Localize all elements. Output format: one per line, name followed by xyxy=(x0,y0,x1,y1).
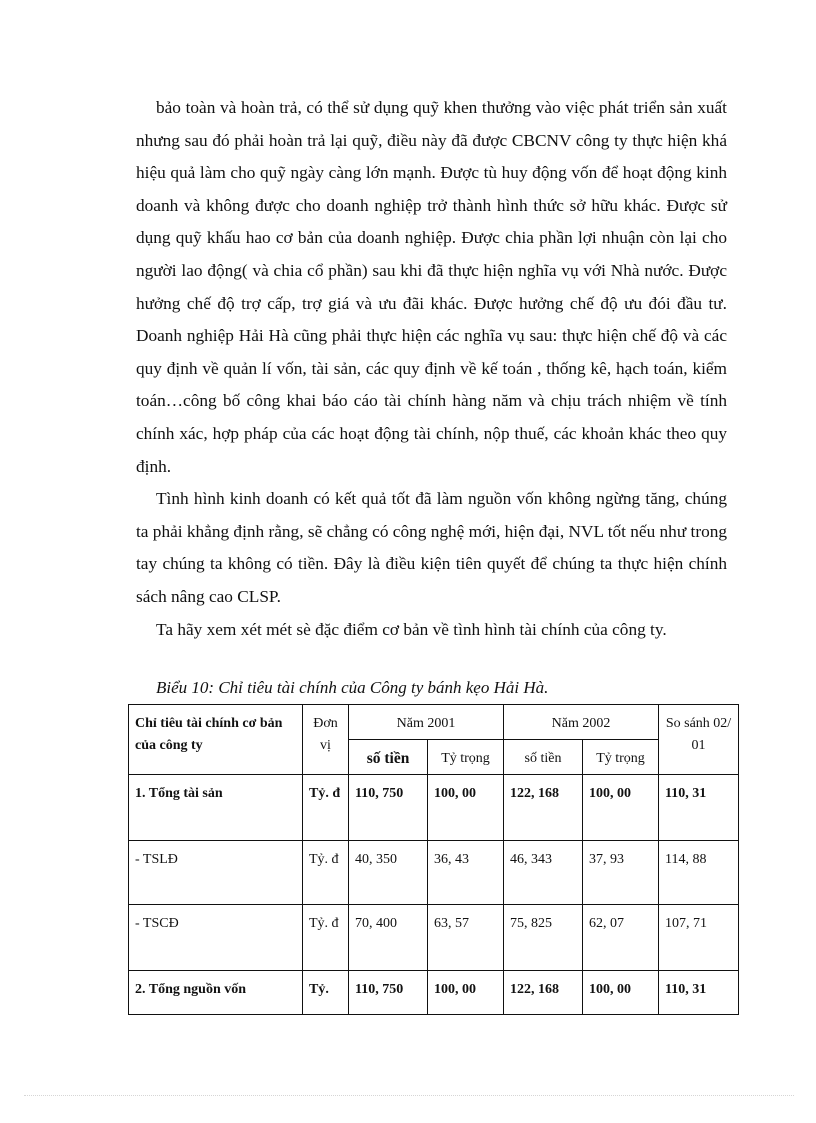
row-indicator: 1. Tổng tài sản xyxy=(129,775,303,841)
header-amount-2002: số tiền xyxy=(504,740,583,775)
table-row xyxy=(129,905,739,971)
body-text xyxy=(136,92,727,646)
page-bottom-divider xyxy=(24,1095,794,1096)
row-indicator: - TSLĐ xyxy=(129,841,303,905)
row-amount-2002: 122, 168 xyxy=(504,775,583,841)
paragraph-obligations: bảo toàn và hoàn trả, có thể sử dụng quỹ khen thưởng vào việc phát triển sản xuất nhưng sau đó phải hoàn trả lại quỹ, điều này đã được CBCNV công ty thực hiện khá hiệu quả làm cho quỹ ngày càng lớn mạnh. Được tù huy động vốn để hoạt động kinh doanh và không được cho doanh nghiệp trở thành hình thức sở hữu khác. Được sử dụng quỹ khấu hao cơ bản của doanh nghiệp. Được chia phần lợi nhuận còn lại cho người lao động( và chia cổ phần) sau khi đã thực hiện nghĩa vụ với Nhà nước. Được hưởng chế độ trợ cấp, trợ giá và ưu đãi khác. Được hưởng chế độ ưu đói đầu tư. Doanh nghiệp Hải Hà cũng phải thực hiện các nghĩa vụ sau: thực hiện chế độ và các quy định về quản lí vốn, tài sản, các quy định về kế toán , thống kê, hạch toán, kiểm toán…công bố công khai báo cáo tài chính hàng năm và chịu trách nhiệm về tính chính xác, hợp pháp của các hoạt động tài chính, nộp thuế, các khoản khác theo quy định. xyxy=(136,98,727,476)
row-unit: Tỷ. đ xyxy=(303,905,349,971)
row-compare: 107, 71 xyxy=(659,905,739,971)
row-unit: Tỷ. đ xyxy=(303,841,349,905)
row-share-2002: 100, 00 xyxy=(583,775,659,841)
row-share-2001: 36, 43 xyxy=(428,841,504,905)
table-row xyxy=(129,775,739,841)
row-amount-2001: 40, 350 xyxy=(349,841,428,905)
row-share-2001: 100, 00 xyxy=(428,775,504,841)
row-indicator: 2. Tổng nguồn vốn xyxy=(129,971,303,1015)
row-amount-2001: 110, 750 xyxy=(349,971,428,1015)
row-unit: Tỷ. đ xyxy=(303,775,349,841)
row-share-2002: 37, 93 xyxy=(583,841,659,905)
table-row xyxy=(129,971,739,1015)
row-indicator: - TSCĐ xyxy=(129,905,303,971)
row-amount-2002: 122, 168 xyxy=(504,971,583,1015)
paragraph-business-situation: Tình hình kinh doanh có kết quả tốt đã làm nguồn vốn không ngừng tăng, chúng ta phải khẳng định rằng, sẽ chẳng có công nghệ mới, hiện đại, NVL tốt nếu như trong tay chúng ta không có tiền. Đây là điều kiện tiên quyết để chúng ta thực hiện chính sách nâng cao CLSP. xyxy=(136,489,727,606)
table-caption: Biểu 10: Chỉ tiêu tài chính của Công ty bánh kẹo Hải Hà. xyxy=(156,678,549,697)
header-compare: So sánh 02/ 01 xyxy=(659,705,739,775)
table-row xyxy=(129,841,739,905)
paragraph-intro-table: Ta hãy xem xét mét sè đặc điểm cơ bản về tình hình tài chính của công ty. xyxy=(156,619,667,639)
row-amount-2002: 46, 343 xyxy=(504,841,583,905)
header-share-2002: Tỷ trọng xyxy=(583,740,659,775)
header-amount-2001: số tiền xyxy=(349,740,428,775)
row-compare: 110, 31 xyxy=(659,775,739,841)
table-header-row xyxy=(129,705,739,740)
row-share-2001: 100, 00 xyxy=(428,971,504,1015)
row-unit: Tỷ. xyxy=(303,971,349,1015)
row-amount-2001: 70, 400 xyxy=(349,905,428,971)
header-year-2002: Năm 2002 xyxy=(504,705,659,740)
row-share-2002: 62, 07 xyxy=(583,905,659,971)
header-unit: Đơn vị xyxy=(303,705,349,775)
row-share-2002: 100, 00 xyxy=(583,971,659,1015)
header-share-2001: Tỷ trọng xyxy=(428,740,504,775)
row-compare: 110, 31 xyxy=(659,971,739,1015)
row-compare: 114, 88 xyxy=(659,841,739,905)
header-year-2001: Năm 2001 xyxy=(349,705,504,740)
row-share-2001: 63, 57 xyxy=(428,905,504,971)
header-indicator: Chỉ tiêu tài chính cơ bản của công ty xyxy=(129,705,303,775)
financial-indicators-table xyxy=(128,704,739,1015)
row-amount-2002: 75, 825 xyxy=(504,905,583,971)
row-amount-2001: 110, 750 xyxy=(349,775,428,841)
